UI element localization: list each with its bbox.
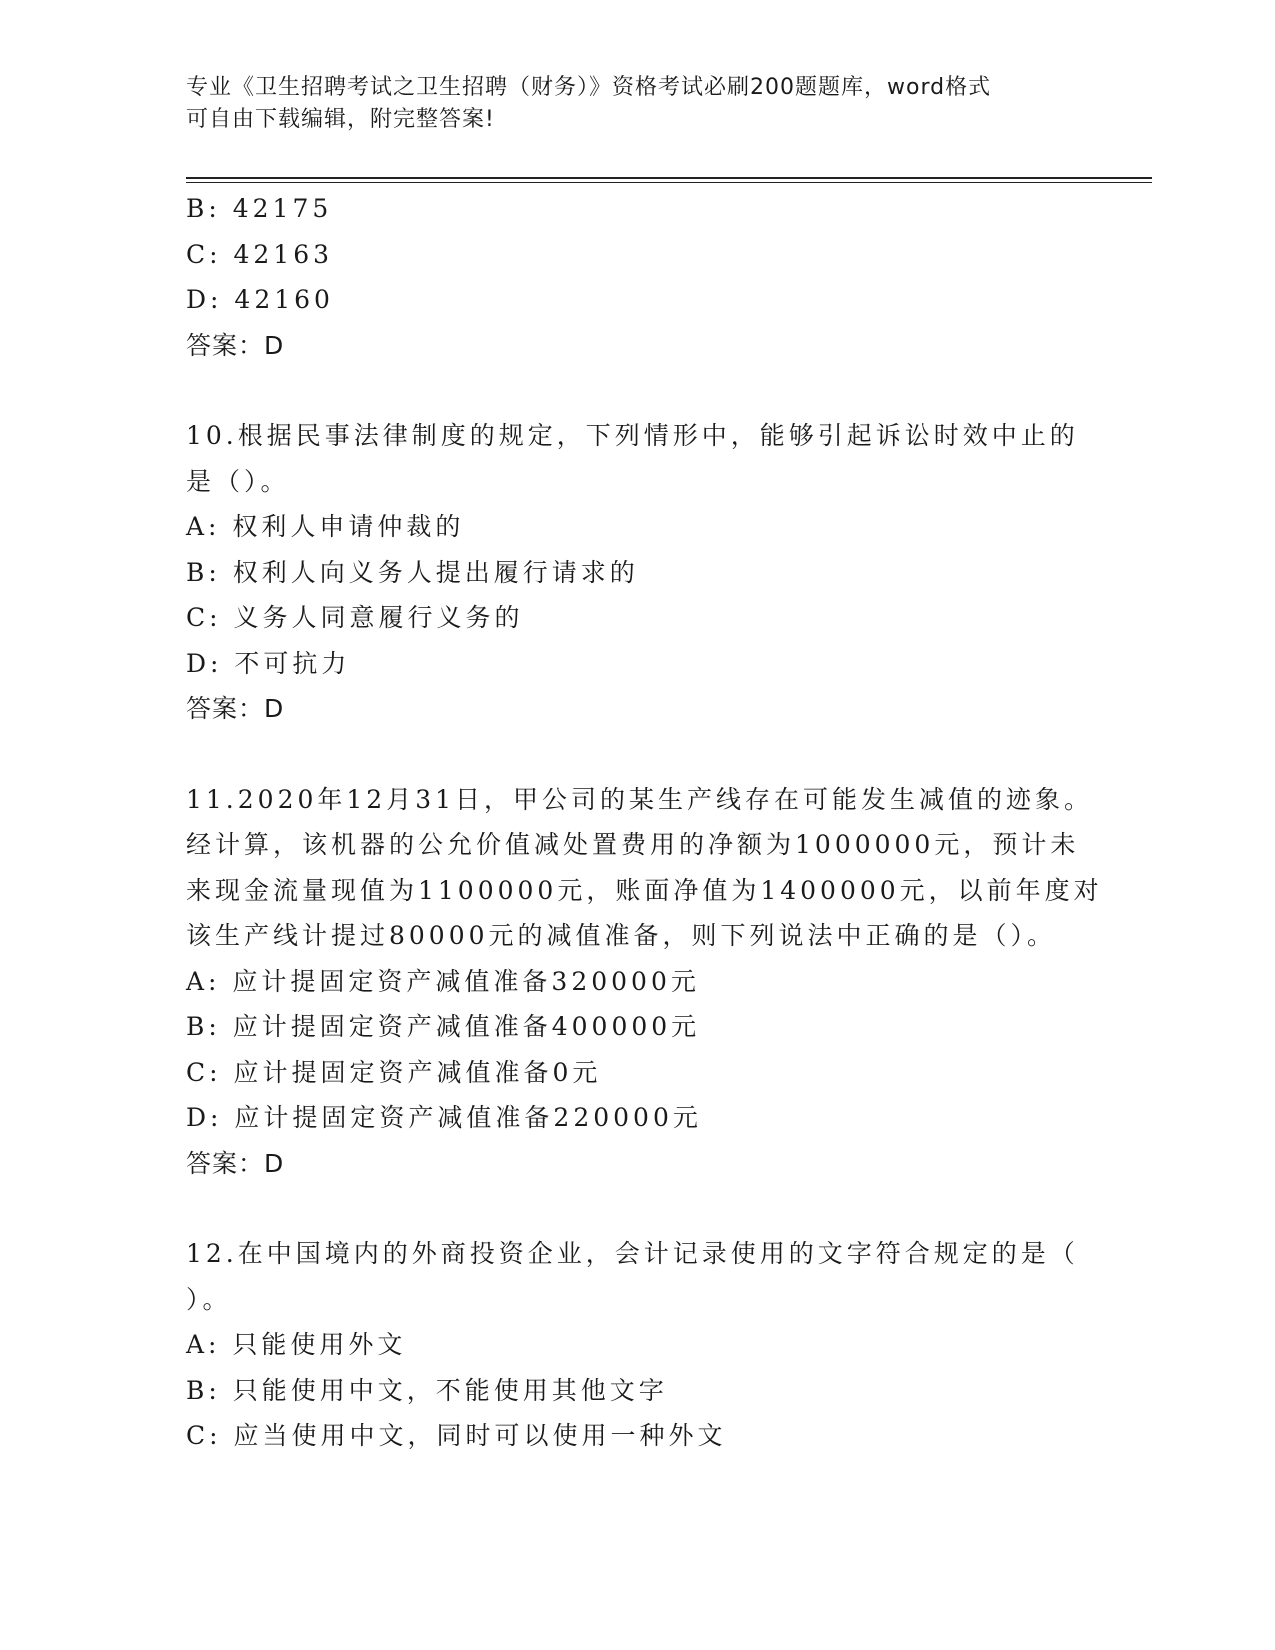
question-11: [186, 777, 1103, 1187]
option-d: D: 应计提固定资产减值准备220000元: [186, 1103, 702, 1132]
option-c: C: 应当使用中文，同时可以使用一种外文: [186, 1421, 727, 1450]
option-c: C: 42163: [186, 239, 334, 269]
option-d: D: 42160: [186, 285, 334, 314]
question-stem-line: 11.2020年12月31日，甲公司的某生产线存在可能发生减值的迹象。: [186, 784, 1094, 814]
document-header: [186, 72, 1066, 136]
question-stem-line: 经计算，该机器的公允价值减处置费用的净额为1000000元，预计未: [186, 830, 1080, 859]
option-b: B: 42175: [186, 194, 333, 223]
question-stem-line: 10.根据民事法律制度的规定，下列情形中，能够引起诉讼时效中止的: [186, 421, 1079, 450]
option-a: A: 应计提固定资产减值准备320000元: [186, 966, 700, 996]
question-stem-line: ）。: [186, 1284, 232, 1314]
question-12: [186, 1231, 1086, 1459]
header-divider-thick: [186, 177, 1152, 179]
question-9-remainder: [186, 186, 1086, 368]
answer-line: 答案：D: [186, 330, 285, 360]
question-stem-line: 12.在中国境内的外商投资企业，会计记录使用的文字符合规定的是（: [186, 1239, 1079, 1268]
option-a: A: 权利人申请仲裁的: [186, 512, 465, 541]
option-a: A: 只能使用外文: [186, 1330, 407, 1359]
answer-line: 答案：D: [186, 1148, 285, 1178]
question-stem-line: 是（）。: [186, 466, 290, 496]
question-stem-line: 来现金流量现值为1100000元，账面净值为1400000元，以前年度对: [186, 875, 1103, 905]
answer-line: 答案：D: [186, 694, 285, 723]
header-divider-thin: [186, 182, 1152, 183]
question-10: [186, 413, 1086, 732]
header-title-line-1: 专业《卫生招聘考试之卫生招聘（财务）》资格考试必刷200题题库，word格式: [186, 75, 992, 100]
question-stem-line: 该生产线计提过80000元的减值准备，则下列说法中正确的是（）。: [186, 921, 1057, 950]
option-b: B: 应计提固定资产减值准备400000元: [186, 1012, 701, 1041]
option-c: C: 义务人同意履行义务的: [186, 603, 524, 632]
option-d: D: 不可抗力: [186, 648, 351, 678]
header-title-line-2: 可自由下载编辑，附完整答案!: [186, 107, 495, 132]
question-content: [186, 186, 1103, 1459]
option-b: B: 权利人向义务人提出履行请求的: [186, 557, 639, 587]
option-b: B: 只能使用中文，不能使用其他文字: [186, 1375, 668, 1405]
option-c: C: 应计提固定资产减值准备0元: [186, 1057, 602, 1087]
